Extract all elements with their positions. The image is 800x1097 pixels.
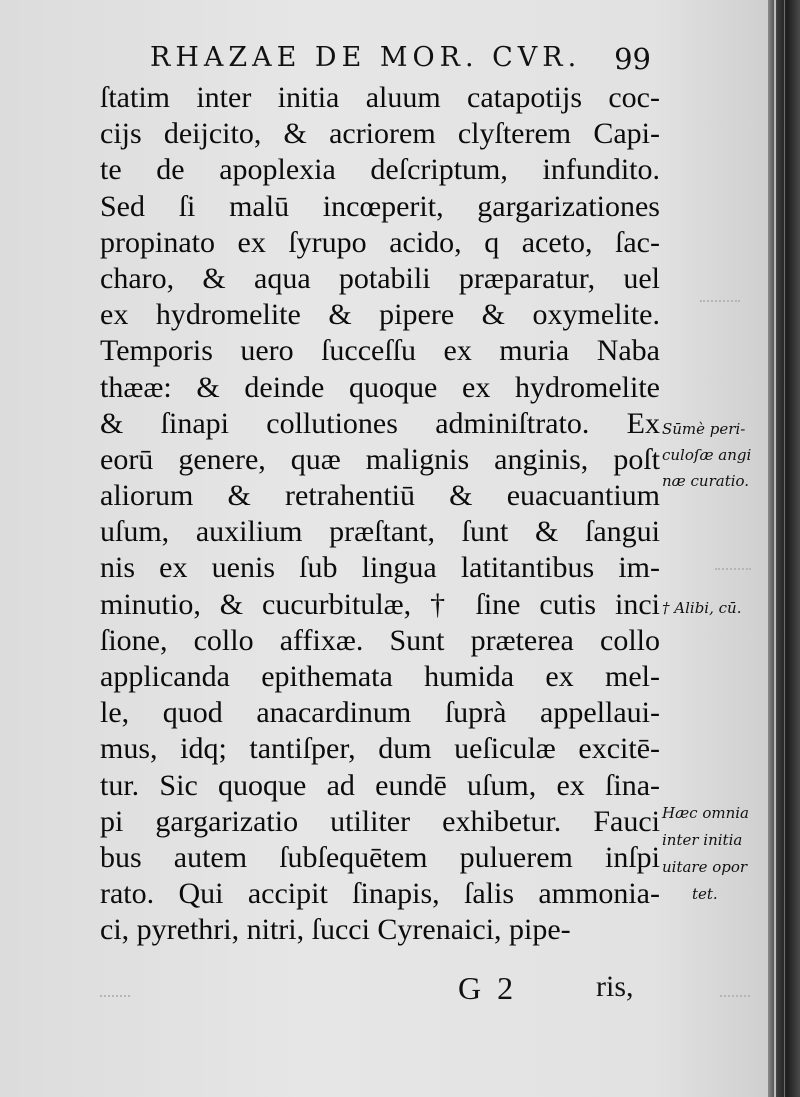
text-line: te de apoplexia deſcriptum, infundito.: [100, 153, 660, 187]
text-line: minutio, & cucurbitulæ, † ſine cutis inci: [100, 587, 660, 621]
text-line: Sed ſi malū incœperit, gargarizationes: [100, 189, 660, 223]
text-line: mus, idq; tantiſper, dum ueſiculæ excitē-: [100, 732, 660, 766]
show-through-mark: [720, 995, 750, 1003]
text-line: charo, & aqua potabili præparatur, uel: [100, 261, 660, 295]
text-line: tur. Sic quoque ad eundē uſum, ex ſina-: [100, 768, 660, 802]
text-line: uſum, auxilium præſtant, ſunt & ſangui: [100, 515, 660, 549]
margin-note-line: uitare opor: [662, 858, 748, 876]
text-line: eorū genere, quæ malignis anginis, poſt: [100, 442, 660, 476]
book-gutter-edge: [768, 0, 800, 1097]
text-line: le, quod anacardinum ſuprà appellaui-: [100, 696, 660, 730]
margin-note-line: † Alibi, cū.: [662, 599, 742, 617]
margin-note-line: inter initia: [662, 831, 743, 849]
margin-note-line: culoſæ angi: [662, 446, 752, 464]
text-line: nis ex uenis ſub lingua latitantibus im-: [100, 551, 660, 585]
margin-note-line: tet.: [692, 885, 718, 903]
text-line: cijs deijcito, & acriorem clyſterem Capi-: [100, 117, 660, 151]
text-line: thææ: & deinde quoque ex hydromelite: [100, 370, 660, 404]
show-through-mark: [715, 568, 751, 576]
catchword: ris,: [596, 970, 634, 1003]
text-line: ſione, collo affixæ. Sunt præterea collo: [100, 623, 660, 657]
text-line: & ſinapi collutiones adminiſtrato. Ex: [100, 406, 660, 440]
text-line: propinato ex ſyrupo acido, q aceto, ſac-: [100, 225, 660, 259]
text-line: Temporis uero ſucceſſu ex muria Naba: [100, 334, 660, 368]
margin-note-haec-omnia: [662, 800, 749, 908]
main-text-block: [100, 80, 660, 949]
running-header: [150, 42, 655, 82]
show-through-mark: [700, 300, 740, 308]
text-line: ci, pyrethri, nitri, ſucci Cyrenaici, pipe-: [100, 913, 571, 947]
margin-note-line: næ curatio.: [662, 472, 750, 490]
text-line: applicanda epithemata humida ex mel-: [100, 660, 660, 693]
text-line: pi gargarizatio utiliter exhibetur. Fauci: [100, 804, 660, 838]
text-line: ex hydromelite & pipere & oxymelite.: [100, 298, 660, 332]
text-line: aliorum & retrahentiū & euacuantium: [100, 479, 660, 513]
text-line: bus autem ſubſequētem puluerem inſpi: [100, 840, 660, 874]
text-line: ſtatim inter initia aluum catapotijs coc-: [100, 81, 660, 114]
signature-mark: G 2: [458, 970, 518, 1006]
margin-note-line: Hæc omnia: [662, 804, 750, 822]
margin-note-angina-cure: [662, 416, 751, 494]
text-line: rato. Qui accipit ſinapis, ſalis ammonia-: [100, 877, 660, 911]
show-through-mark: [100, 995, 130, 1003]
margin-note-line: Sūmè peri-: [662, 420, 746, 438]
folio-number: 99: [614, 42, 651, 76]
running-title: RHAZAE DE MOR. CVR.: [150, 42, 582, 73]
margin-note-alibi: [662, 595, 741, 621]
